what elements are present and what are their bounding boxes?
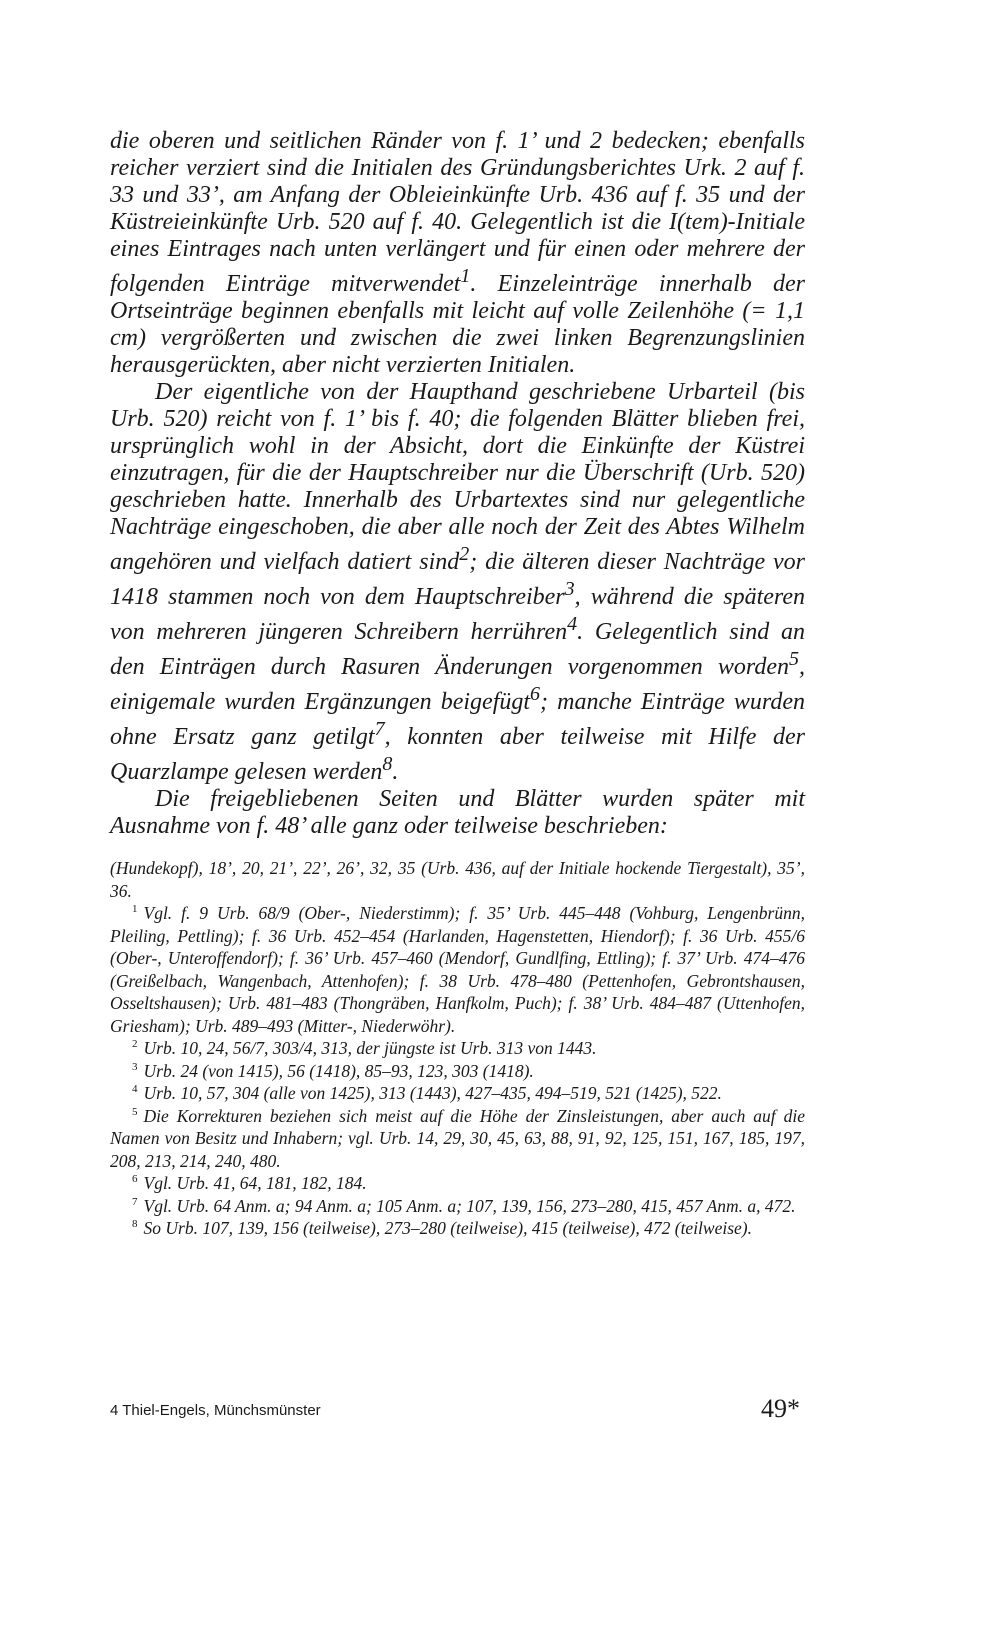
paragraph-2-text-g: , konnten aber teilweise mit Hilfe der Quarzlampe gelesen werden bbox=[110, 724, 805, 785]
paragraph-2-text-f: ; manche Einträge wurden ohne Ersatz ganz getilgt bbox=[110, 689, 805, 750]
footnote-continuation: (Hundekopf), 18’, 20, 21’, 22’, 26’, 32, 35 (Urb. 436, auf der Initiale hockende Tiergestalt), 35’, 36. bbox=[110, 858, 805, 901]
paragraph-2 bbox=[110, 379, 805, 786]
page-number: 49* bbox=[761, 1394, 800, 1423]
footnote-2 bbox=[110, 1037, 805, 1060]
footnote-mark: 5 bbox=[132, 1105, 138, 1118]
footnote-ref: 6 bbox=[530, 683, 541, 705]
footnote-5 bbox=[110, 1105, 805, 1173]
footnote-ref: 7 bbox=[374, 718, 385, 740]
footnote-6 bbox=[110, 1172, 805, 1195]
paragraph-1-tail: . Einzeleinträge innerhalb der Ortseinträge beginnen ebenfalls mit leicht auf volle Zeilenhöhe (= 1,1 cm) vergrößerten und zwischen die zwei linken Begrenzungslinien herausgerückten, aber nicht verzierten Initialen. bbox=[110, 271, 806, 378]
footnotes bbox=[110, 857, 805, 1240]
body-text bbox=[110, 128, 805, 840]
footnote-mark: 3 bbox=[132, 1060, 138, 1073]
footnote-ref: 1 bbox=[460, 265, 471, 287]
footnote-8 bbox=[110, 1217, 805, 1240]
footnote-mark: 8 bbox=[132, 1218, 138, 1231]
paragraph-1 bbox=[110, 128, 805, 379]
footnote-mark: 2 bbox=[132, 1038, 138, 1051]
footnote-text: Die Korrekturen beziehen sich meist auf die Höhe der Zinsleistungen, aber auch auf die Namen von Besitz und Inhabern; vgl. Urb. 14, 29, 30, 45, 63, 88, 91, 92, 125, 151, 167, 185, 197, 208, 213, 214, 240, 480. bbox=[110, 1105, 805, 1171]
footnote-text: Urb. 10, 57, 304 (alle von 1425), 313 (1443), 427–435, 494–519, 521 (1425), 522. bbox=[143, 1083, 722, 1103]
paragraph-2-text-c: , während die späteren von mehreren jüngeren Schreibern herrühren bbox=[110, 584, 805, 645]
main-text-block bbox=[110, 128, 805, 840]
footnote-1 bbox=[110, 902, 805, 1037]
signature-line: 4 Thiel-Engels, Münchsmünster bbox=[110, 1402, 321, 1419]
paragraph-2-text-a: Der eigentliche von der Haupthand geschriebene Urbarteil (bis Urb. 520) reicht von f. 1’ bis f. 40; die folgenden Blätter blieben frei, ursprünglich wohl in der Absicht, dort die Einkünfte der Küstrei einzutragen, für die der Hauptschreiber nur die Überschrift (Urb. 520) geschrieben hatte. Innerhalb des Urbartextes sind nur gelegentliche Nachträge eingeschoben, die aber alle noch der Zeit des Abtes Wilhelm angehören und vielfach datiert sind bbox=[110, 379, 805, 575]
footnote-text: Urb. 10, 24, 56/7, 303/4, 313, der jüngste ist Urb. 313 von 1443. bbox=[143, 1038, 597, 1058]
footnote-mark: 1 bbox=[132, 903, 138, 916]
footnote-text: Vgl. f. 9 Urb. 68/9 (Ober-, Niederstimm); f. 35’ Urb. 445–448 (Vohburg, Lengenbrünn, Pleiling, Pettling); f. 36 Urb. 452–454 (Harlanden, Hagenstetten, Hiendorf); f. 36 Urb. 455/6 (Ober-, Unteroffendorf); f. 36’ Urb. 457–460 (Mendorf, Gundlfing, Ettling); f. 37’ Urb. 474–476 (Greißelbach, Wangenbach, Attenhofen); f. 38 Urb. 478–480 (Pettenhofen, Gebrontshausen, Osseltshausen); Urb. 481–483 (Thongräben, Hanfkolm, Puch); f. 38’ Urb. 484–487 (Uttenhofen, Griesham); Urb. 489–493 (Mitter-, Niederwöhr). bbox=[110, 903, 805, 1036]
footnote-4 bbox=[110, 1082, 805, 1105]
footnote-mark: 4 bbox=[132, 1083, 138, 1096]
footnote-text: Urb. 24 (von 1415), 56 (1418), 85–93, 123, 303 (1418). bbox=[143, 1060, 534, 1081]
footnote-mark: 7 bbox=[132, 1195, 138, 1208]
footnote-ref: 3 bbox=[564, 578, 575, 600]
footnote-ref: 2 bbox=[459, 543, 470, 565]
paragraph-3: Die freigebliebenen Seiten und Blätter wurden später mit Ausnahme von f. 48’ alle ganz oder teilweise beschrieben: bbox=[110, 786, 805, 839]
paragraph-2-text-e: , einigemale wurden Ergänzungen beigefügt bbox=[110, 654, 805, 715]
footnote-text: Vgl. Urb. 41, 64, 181, 182, 184. bbox=[143, 1173, 367, 1193]
paragraph-2-text-d: . Gelegentlich sind an den Einträgen durch Rasuren Änderungen vorgenommen worden bbox=[110, 619, 806, 680]
footnote-mark: 6 bbox=[132, 1173, 138, 1186]
footnote-ref: 5 bbox=[789, 648, 799, 670]
footnote-ref: 8 bbox=[382, 753, 393, 775]
page-footer bbox=[110, 1394, 810, 1428]
paragraph-2-text-h: . bbox=[392, 759, 399, 785]
footnote-ref: 4 bbox=[567, 613, 578, 635]
footnote-3 bbox=[110, 1060, 805, 1083]
paragraph-2-text-b: ; die älteren dieser Nachträge vor 1418 stammen noch von dem Hauptschreiber bbox=[110, 549, 805, 610]
footnote-7 bbox=[110, 1195, 805, 1218]
footnote-text: Vgl. Urb. 64 Anm. a; 94 Anm. a; 105 Anm. a; 107, 139, 156, 273–280, 415, 457 Anm. a, 472. bbox=[143, 1195, 796, 1216]
footnote-text: So Urb. 107, 139, 156 (teilweise), 273–280 (teilweise), 415 (teilweise), 472 (teilweise). bbox=[143, 1218, 753, 1238]
paragraph-1-text: die oberen und seitlichen Ränder von f. 1’ und 2 bedecken; ebenfalls reicher verziert sind die Initialen des Gründungsberichtes Urk. 2 auf f. 33 und 33’, am Anfang der Obleieinkünfte Urb. 436 auf f. 35 und der Küstreieinkünfte Urb. 520 auf f. 40. Gelegentlich ist die I(tem)-Initiale eines Eintrages nach unten verlängert und für einen oder mehrere der folgenden Einträge mitverwendet bbox=[110, 128, 805, 297]
